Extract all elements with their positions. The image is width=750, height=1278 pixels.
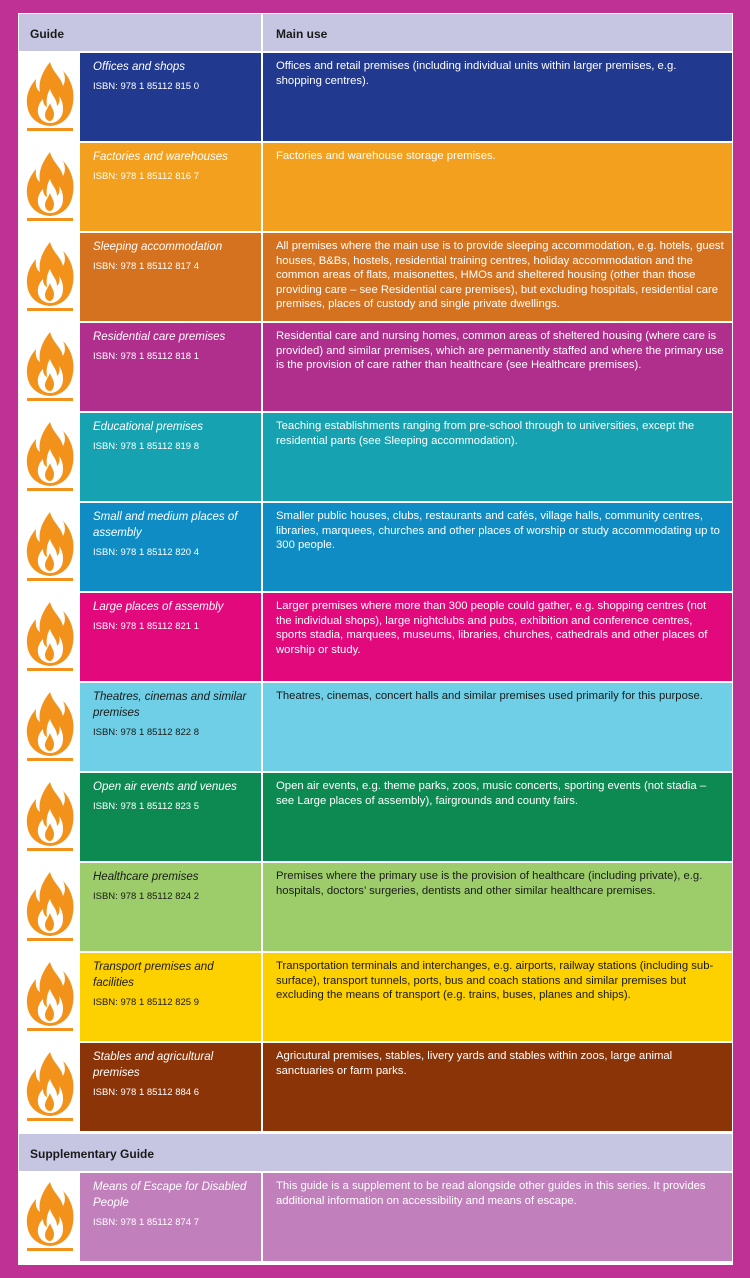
flame-icon xyxy=(19,863,80,951)
guide-row xyxy=(19,953,732,1041)
guide-title: Transport premises and facilities xyxy=(93,961,214,989)
main-use-text: Agricutural premises, stables, livery yards and stables within zoos, large animal sanctuaries or farm parks. xyxy=(263,1043,732,1131)
guide-row xyxy=(19,233,732,321)
guide-isbn: ISBN: 978 1 85112 825 9 xyxy=(93,997,199,1008)
guide-title: Sleeping accommodation xyxy=(93,241,223,253)
guide-cell xyxy=(80,1173,261,1261)
guide-isbn: ISBN: 978 1 85112 824 2 xyxy=(93,891,199,902)
table-header xyxy=(19,14,732,51)
main-use-text: This guide is a supplement to be read alongside other guides in this series. It provides additional information on accessibility and means of escape. xyxy=(263,1173,732,1261)
main-use-text: Open air events, e.g. theme parks, zoos, music concerts, sporting events (not stadia – see Large places of assembly), fairgrounds and county fairs. xyxy=(263,773,732,861)
flame-icon xyxy=(19,593,80,681)
main-use-text: Smaller public houses, clubs, restaurants and cafés, village halls, community centres, libraries, marquees, churches and other places of worship or study accommodating up to 300 people. xyxy=(263,503,732,591)
guide-cell xyxy=(80,593,261,681)
guide-isbn: ISBN: 978 1 85112 874 7 xyxy=(93,1217,199,1228)
flame-icon xyxy=(19,953,80,1041)
guide-cell xyxy=(80,413,261,501)
guide-isbn: ISBN: 978 1 85112 815 0 xyxy=(93,81,199,92)
guide-row xyxy=(19,683,732,771)
flame-icon xyxy=(19,683,80,771)
guide-isbn: ISBN: 978 1 85112 817 4 xyxy=(93,261,199,272)
supplementary-label: Supplementary Guide xyxy=(19,1134,732,1171)
main-use-text: Theatres, cinemas, concert halls and similar premises used primarily for this purpose. xyxy=(263,683,732,771)
guide-title: Small and medium places of assembly xyxy=(93,511,238,539)
guide-isbn: ISBN: 978 1 85112 821 1 xyxy=(93,621,199,632)
guide-isbn: ISBN: 978 1 85112 822 8 xyxy=(93,727,199,738)
guide-cell xyxy=(80,503,261,591)
guide-cell xyxy=(80,683,261,771)
guide-row xyxy=(19,863,732,951)
main-use-text: Transportation terminals and interchanges, e.g. airports, railway stations (including sub-surface), transport tunnels, ports, bus and coach stations and similar premises but excluding the means of transport (e.g. trains, buses, planes and ships). xyxy=(263,953,732,1041)
guide-row xyxy=(19,143,732,231)
guide-row xyxy=(19,503,732,591)
guide-cell xyxy=(80,323,261,411)
guide-isbn: ISBN: 978 1 85112 820 4 xyxy=(93,547,199,558)
guide-title: Open air events and venues xyxy=(93,781,237,793)
guide-title: Educational premises xyxy=(93,421,203,433)
guide-isbn: ISBN: 978 1 85112 816 7 xyxy=(93,171,199,182)
main-use-column-header: Main use xyxy=(263,14,732,51)
guide-cell xyxy=(80,863,261,951)
guide-row xyxy=(19,413,732,501)
flame-icon xyxy=(19,413,80,501)
main-use-text: Premises where the primary use is the provision of healthcare (including private), e.g. hospitals, doctors’ surgeries, dentists and other similar healthcare premises. xyxy=(263,863,732,951)
guide-title: Stables and agricultural premises xyxy=(93,1051,214,1079)
flame-icon xyxy=(19,53,80,141)
guide-cell xyxy=(80,773,261,861)
guide-column-header: Guide xyxy=(19,14,261,51)
flame-icon xyxy=(19,1043,80,1131)
guide-cell xyxy=(80,953,261,1041)
supplementary-header xyxy=(19,1134,732,1171)
main-use-text: Factories and warehouse storage premises. xyxy=(263,143,732,231)
guide-title: Offices and shops xyxy=(93,61,186,73)
guide-row xyxy=(19,773,732,861)
guide-row xyxy=(19,53,732,141)
guide-title: Means of Escape for Disabled People xyxy=(93,1181,247,1209)
guide-table xyxy=(18,13,733,1265)
guide-cell xyxy=(80,1043,261,1131)
guide-isbn: ISBN: 978 1 85112 819 8 xyxy=(93,441,199,452)
flame-icon xyxy=(19,1173,80,1261)
guide-title: Factories and warehouses xyxy=(93,151,228,163)
main-use-text: Teaching establishments ranging from pre-school through to universities, except the residential parts (see Sleeping accommodation). xyxy=(263,413,732,501)
flame-icon xyxy=(19,143,80,231)
guide-cell xyxy=(80,143,261,231)
main-use-text: Offices and retail premises (including individual units within larger premises, e.g. shopping centres). xyxy=(263,53,732,141)
flame-icon xyxy=(19,773,80,861)
flame-icon xyxy=(19,323,80,411)
main-use-text: All premises where the main use is to provide sleeping accommodation, e.g. hotels, guest houses, B&Bs, hostels, residential training centres, holiday accommodation and the common areas of flats, maisonettes, HMOs and sheltered housing (other than those providing care – see Residential care premises), but excluding hospitals, residential care premises, places of custody and single private dwellings. xyxy=(263,233,732,321)
main-use-text: Residential care and nursing homes, common areas of sheltered housing (where care is provided) and similar premises, which are permanently staffed and where the primary use is the provision of care rather than healthcare (see Healthcare premises). xyxy=(263,323,732,411)
guide-row xyxy=(19,593,732,681)
guide-title: Residential care premises xyxy=(93,331,226,343)
guide-row xyxy=(19,323,732,411)
flame-icon xyxy=(19,503,80,591)
guide-row xyxy=(19,1043,732,1131)
guide-title: Large places of assembly xyxy=(93,601,224,613)
main-use-text: Larger premises where more than 300 people could gather, e.g. shopping centres (not the individual shops), large nightclubs and pubs, exhibition and conference centres, sports stadia, marquees, museums, libraries, churches, cathedrals and other places of worship or study. xyxy=(263,593,732,681)
guide-row xyxy=(19,1173,732,1261)
guide-cell xyxy=(80,233,261,321)
guide-isbn: ISBN: 978 1 85112 818 1 xyxy=(93,351,199,362)
guide-cell xyxy=(80,53,261,141)
guide-title: Theatres, cinemas and similar premises xyxy=(93,691,247,719)
guide-isbn: ISBN: 978 1 85112 884 6 xyxy=(93,1087,199,1098)
guide-isbn: ISBN: 978 1 85112 823 5 xyxy=(93,801,199,812)
guide-title: Healthcare premises xyxy=(93,871,199,883)
flame-icon xyxy=(19,233,80,321)
